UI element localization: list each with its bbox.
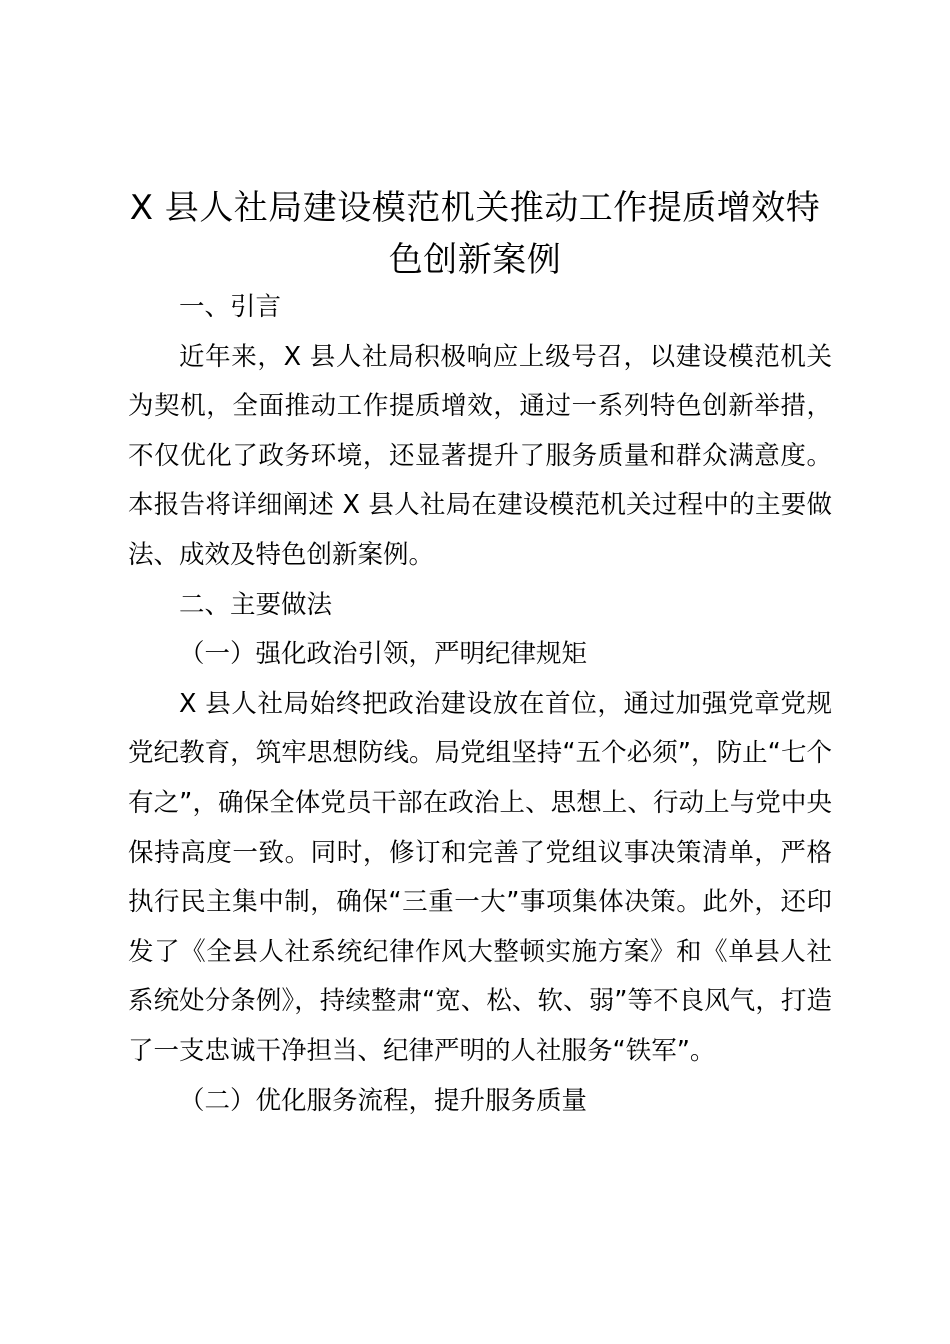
- document-body: [128, 283, 832, 1126]
- subsection-heading-service-optimization: （二）优化服务流程，提升服务质量: [179, 1085, 588, 1116]
- section-heading-main-practices: 二、主要做法: [179, 589, 333, 620]
- subsection-heading-political-guidance: （一）强化政治引领，严明纪律规矩: [179, 639, 588, 670]
- paragraph-political-guidance: X 县人社局始终把政治建设放在首位，通过加强党章党规党纪教育，筑牢思想防线。局党组坚持“五个必须”，防止“七个有之”，确保全体党员干部在政治上、思想上、行动上与党中央保持高度一致。同时，修订和完善了党组议事决策清单，严格执行民主集中制，确保“三重一大”事项集体决策。此外，还印发了《全县人社系统纪律作风大整顿实施方案》和《单县人社系统处分条例》，持续整肃“宽、松、软、弱”等不良风气，打造了一支忠诚干净担当、纪律严明的人社服务“铁军”。: [128, 688, 832, 1066]
- paragraph-introduction: 近年来，X 县人社局积极响应上级号召，以建设模范机关为契机，全面推动工作提质增效，通过一系列特色创新举措，不仅优化了政务环境，还显著提升了服务质量和群众满意度。本报告将详细阐述 X 县人社局在建设模范机关过程中的主要做法、成效及特色创新案例。: [128, 341, 832, 570]
- document-title: X 县人社局建设模范机关推动工作提质增效特色创新案例: [129, 188, 821, 280]
- section-heading-introduction: 一、引言: [179, 292, 282, 322]
